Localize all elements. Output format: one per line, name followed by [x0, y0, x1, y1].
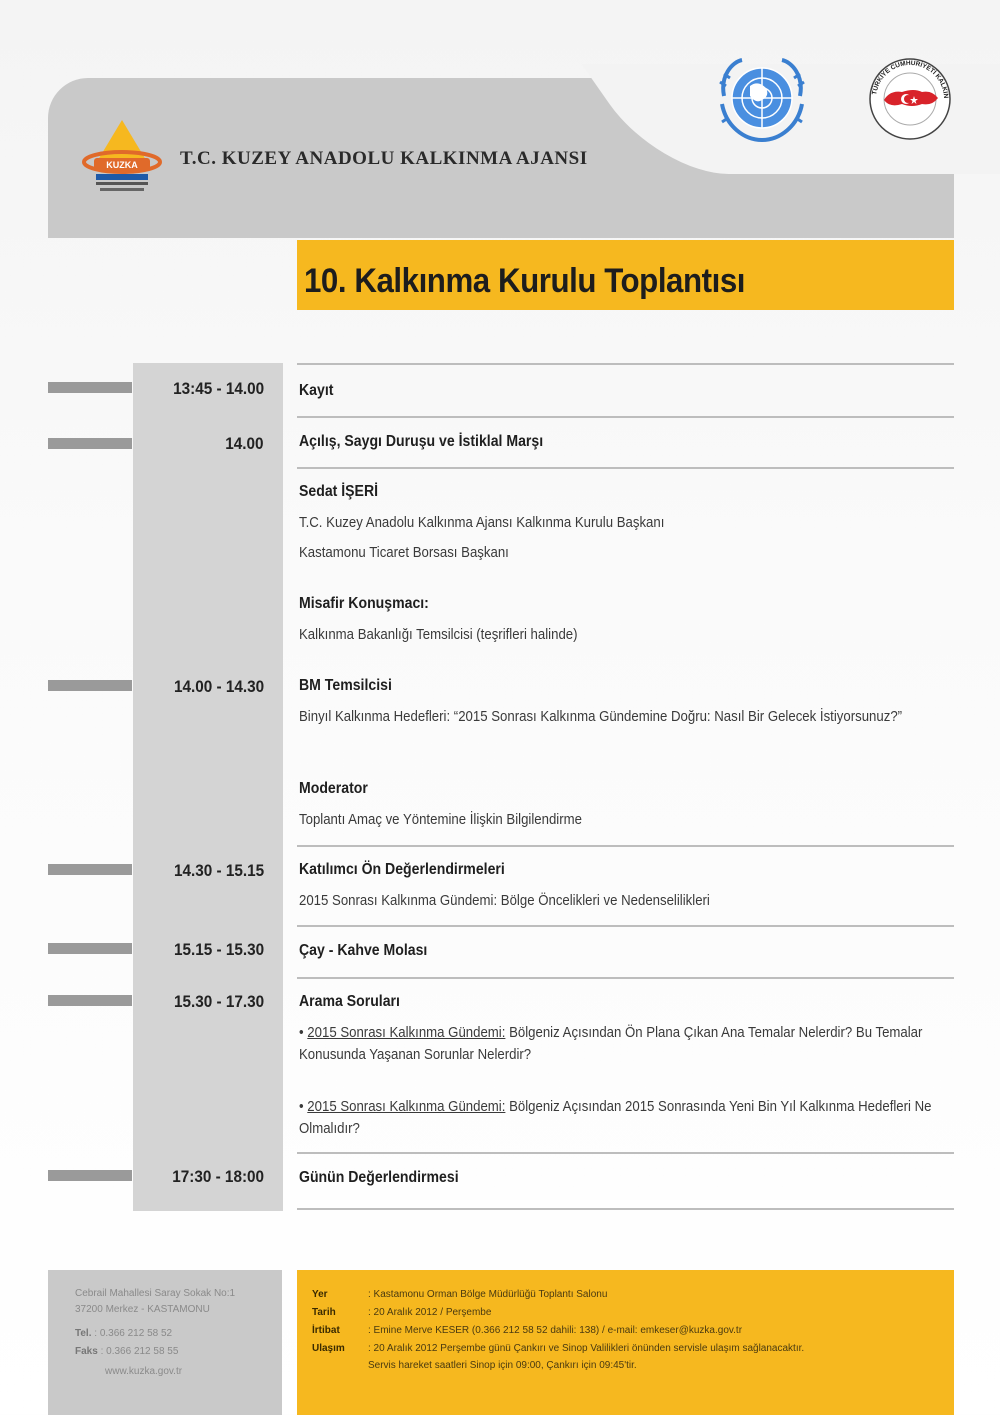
- fax: [75, 1346, 178, 1357]
- time-arama: 15.30 - 17.30: [173, 992, 264, 1011]
- question-1-text: Bölgeniz Açısından Ön Plana Çıkan Ana Temalar Nelerdir? Bu Temalar Konusunda Yaşanan Sorunlar Nelerdir?: [299, 1024, 923, 1063]
- phone-label: Tel.: [75, 1328, 92, 1339]
- address-line: Cebrail Mahallesi Saray Sokak No:1: [75, 1288, 236, 1299]
- fax-value: : 0.366 212 58 55: [100, 1346, 179, 1357]
- phone: [75, 1328, 172, 1339]
- katilimci-text: 2015 Sonrası Kalkınma Gündemi: Bölge Öncelikleri ve Nedenselilikleri: [299, 892, 710, 909]
- question-2-topic: 2015 Sonrası Kalkınma Gündemi:: [307, 1098, 506, 1115]
- time-speakers: 14.00 - 14.30: [173, 677, 264, 696]
- divider: [297, 977, 954, 979]
- item-gunun: Günün Değerlendirmesi: [299, 1169, 459, 1186]
- speaker-role: T.C. Kuzey Anadolu Kalkınma Ajansı Kalkınma Kurulu Başkanı: [299, 514, 665, 531]
- info-place: [312, 1289, 607, 1300]
- info-date-value: : 20 Aralık 2012 / Perşembe: [368, 1307, 492, 1318]
- info-transport-value: : 20 Aralık 2012 Perşembe günü Çankırı ve Sinop Valilikleri önünden servisle ulaşım sağlanacaktır.: [368, 1343, 805, 1354]
- divider: [297, 925, 954, 927]
- info-date-label: Tarih: [312, 1307, 336, 1318]
- kuzka-logo: [78, 118, 166, 200]
- website-link[interactable]: www.kuzka.gov.tr: [105, 1366, 183, 1377]
- divider: [297, 845, 954, 847]
- item-arama: Arama Soruları: [299, 993, 400, 1010]
- question-1: • 2015 Sonrası Kalkınma Gündemi: Bölgeniz Açısından Ön Plana Çıkan Ana Temalar Nelerdir? Bu Temalar Konusunda Yaşanan Sorunlar Nelerdir?: [299, 1024, 923, 1063]
- divider: [297, 1152, 954, 1154]
- moderator-text: Toplantı Amaç ve Yöntemine İlişkin Bilgilendirme: [299, 811, 582, 828]
- item-kayit: Kayıt: [299, 382, 334, 399]
- guest-heading: Misafir Konuşmacı:: [299, 595, 429, 612]
- info-place-label: Yer: [312, 1289, 328, 1300]
- time-marker: [48, 995, 132, 1006]
- bm-text: Binyıl Kalkınma Hedefleri: “2015 Sonrası Kalkınma Gündemine Doğru: Nasıl Bir Gelecek İstiyorsunuz?”: [299, 708, 903, 725]
- info-date: [312, 1307, 491, 1318]
- question-1-topic: 2015 Sonrası Kalkınma Gündemi:: [307, 1024, 506, 1041]
- time-cay: 15.15 - 15.30: [173, 940, 264, 959]
- page-title: 10. Kalkınma Kurulu Toplantısı: [304, 262, 746, 300]
- info-transport: [312, 1343, 804, 1354]
- logo-lettering: KUZKA: [106, 160, 138, 170]
- time-marker: [48, 864, 132, 875]
- info-transport-label: Ulaşım: [312, 1343, 345, 1354]
- address-line: 37200 Merkez - KASTAMONU: [75, 1304, 210, 1315]
- fax-label: Faks: [75, 1346, 98, 1357]
- speaker-name: Sedat İŞERİ: [299, 483, 379, 500]
- question-2-text: Bölgeniz Açısından 2015 Sonrasında Yeni Bin Yıl Kalkınma Hedefleri Ne Olmalıdır?: [299, 1098, 932, 1137]
- un-emblem: [712, 56, 812, 147]
- item-katilimci: Katılımcı Ön Değerlendirmeleri: [299, 861, 505, 878]
- question-2: • 2015 Sonrası Kalkınma Gündemi: Bölgeniz Açısından 2015 Sonrasında Yeni Bin Yıl Kalkınma Hedefleri Ne Olmalıdır?: [299, 1098, 932, 1137]
- info-contact-label: İrtibat: [312, 1325, 340, 1336]
- divider: [297, 416, 954, 418]
- info-contact-value: : Emine Merve KESER (0.366 212 58 52 dahili: 138) / e-mail: emkeser@kuzka.gov.tr: [368, 1325, 743, 1336]
- agency-name: T.C. KUZEY ANADOLU KALKINMA AJANSI: [180, 148, 588, 169]
- guest-text: Kalkınma Bakanlığı Temsilcisi (teşrifleri halinde): [299, 626, 578, 643]
- speaker-role: Kastamonu Ticaret Borsası Başkanı: [299, 544, 509, 561]
- time-marker: [48, 943, 132, 954]
- info-contact: [312, 1325, 742, 1336]
- time-marker: [48, 382, 132, 393]
- time-katilimci: 14.30 - 15.15: [173, 861, 264, 880]
- seal-lettering: TÜRKİYE CUMHURİYETİ KALKIN: [871, 59, 950, 99]
- ministry-seal: [866, 56, 954, 147]
- divider: [297, 363, 954, 365]
- time-marker: [48, 680, 132, 691]
- time-gunun: 17:30 - 18:00: [172, 1167, 264, 1186]
- info-place-value: : Kastamonu Orman Bölge Müdürlüğü Toplantı Salonu: [368, 1289, 608, 1300]
- info-transport-times: Servis hareket saatleri Sinop için 09:00, Çankırı için 09:45'tir.: [368, 1360, 637, 1371]
- time-kayit: 13:45 - 14.00: [172, 379, 264, 398]
- item-cay: Çay - Kahve Molası: [299, 942, 428, 959]
- time-marker: [48, 438, 132, 449]
- bm-heading: BM Temsilcisi: [299, 677, 392, 694]
- time-column: [133, 363, 283, 1211]
- divider: [297, 1208, 954, 1210]
- time-marker: [48, 1170, 132, 1181]
- phone-value: : 0.366 212 58 52: [94, 1328, 173, 1339]
- time-acilis: 14.00: [225, 434, 264, 453]
- divider: [297, 467, 954, 469]
- moderator-heading: Moderator: [299, 780, 368, 797]
- item-acilis: Açılış, Saygı Duruşu ve İstiklal Marşı: [299, 433, 544, 450]
